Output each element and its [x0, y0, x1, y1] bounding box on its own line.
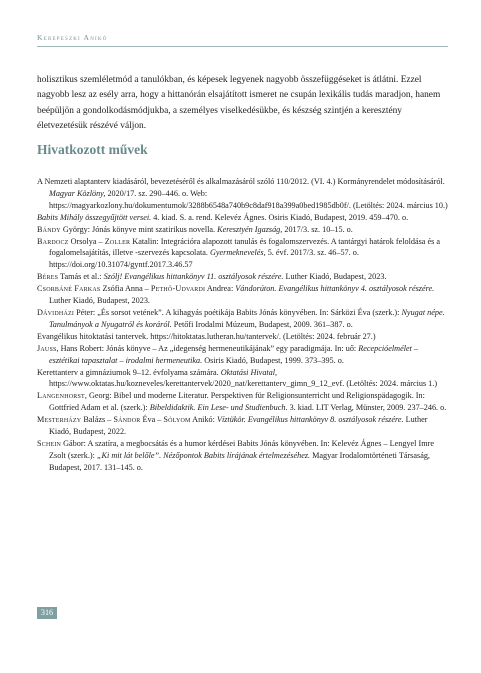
reference-text: 3. kiad. LIT Verlag, Münster, 2009. 237–246. o. — [287, 403, 447, 413]
italic-title: Nyugat népe. Tanulmányok a Nyugatról és koráról. — [49, 307, 445, 329]
reference-text: Gábor: A szatíra, a megbocsátás és a humor kérdései Babits Jónás könyvében. In: Kelevéz Ágnes – Lengyel Imre Zsolt (szerk.): — [49, 438, 434, 460]
italic-title: Vándorúton. Evangélikus hittankönyv 4. osztályosok részére. — [235, 284, 435, 294]
reference-text: , Georg: Bibel und moderne Literatur. Perspektiven für Religionsunterricht und Religionspädagogik. In: Gottfried Adam et al. (szerk.): — [49, 391, 425, 413]
italic-title: Szólj! Evangélikus hittankönyv 11. osztályosok részére. — [103, 272, 284, 282]
reference-text: Katalin: Integrációra alapozott tanulás és fogalomszervezés. A tantárgyi határok feloldása és a fogalomelsajátítás, illetve -szervezés kapcsolata. — [49, 236, 440, 258]
reference-text: Anikó: — [190, 415, 217, 425]
reference-entry — [37, 307, 449, 331]
author-name: Pethő-Udvardi — [150, 284, 206, 294]
page-number: 316 — [37, 607, 57, 619]
reference-text: Tamás et al.: — [58, 272, 104, 282]
reference-text: Kerettanterv a gimnáziumok 9–12. évfolyama számára. — [37, 367, 221, 377]
reference-text: 2017/3. sz. 10–15. o. — [282, 224, 353, 234]
reference-entry — [37, 438, 449, 474]
reference-list — [37, 176, 449, 474]
reference-text: 4. kiad. S. a. rend. Kelevéz Ágnes. Osiris Kiadó, Budapest, 2019. 459–470. o. — [151, 212, 409, 222]
reference-text: Evangélikus hitoktatási tantervek. https://hitoktatas.lutheran.hu/tantervek/. (Letöltés: 2024. február 27.) — [37, 331, 376, 341]
reference-text: Petőfi Irodalmi Múzeum, Budapest, 2009. 361–387. o. — [171, 319, 353, 329]
author-name: Jauss — [37, 343, 57, 353]
reference-text: Péter: „És sorsot vetének”. A kihagyás poétikája Babits Jónás könyvében. In: Sárközi Éva (szerk.): — [74, 307, 402, 317]
section-heading: Hivatkozott művek — [37, 142, 148, 157]
italic-title: Babits Mihály összegyűjtött versei. — [37, 212, 152, 222]
reference-text: https://www.oktatas.hu/kozneveles/kerettantervek/2020_nat/kerettanterv_gimn_9_12_evf. (Letöltés: 2024. március 1.) — [49, 379, 438, 389]
reference-text: Zsófia Anna – — [100, 284, 151, 294]
reference-entry — [37, 414, 449, 438]
reference-text: Luther Kiadó, Budapest, 2023. — [49, 296, 150, 306]
italic-title: Keresztyén Igazság, — [217, 224, 283, 234]
reference-entry — [37, 283, 449, 307]
running-head: Kerepeszki Anikó — [37, 33, 108, 42]
reference-text: Orsolya – — [68, 236, 105, 246]
italic-title: „Ki mit lát belőle”. Nézőpontok Babits lírájának értelmezéséhez. — [96, 450, 311, 460]
reference-entry — [37, 176, 449, 212]
author-name: Dávidházi — [37, 307, 75, 317]
italic-title: Gyermeknevelés, — [209, 248, 266, 258]
reference-text: , Hans Robert: Jónás könyve – Az „idegenség hermeneutikájának” egy paradigmája. In: uő: — [56, 343, 359, 353]
author-name: Zoller — [104, 236, 131, 246]
reference-text: Andrea: — [205, 284, 236, 294]
italic-title: Víztükör. Evangélikus hittankönyv 8. osztályosok részére. — [216, 415, 404, 425]
reference-entry — [37, 212, 449, 224]
reference-text: György: Jónás könyve mint szatirikus novella. — [60, 224, 218, 234]
reference-text: Luther Kiadó, Budapest, 2022. — [49, 415, 428, 437]
reference-text: 5. évf. 2017/3. sz. 46–57. o. https://doi.org/10.31074/gyntf.2017.3.46.57 — [49, 248, 359, 270]
author-name: Csorbáné Farkas — [37, 284, 101, 294]
author-name: Mesterházy — [37, 415, 82, 425]
reference-text: Luther Kiadó, Budapest, 2023. — [283, 272, 387, 282]
reference-text: Balázs – — [81, 415, 114, 425]
header-rule — [37, 46, 448, 47]
reference-text: 2020/17. sz. 290–446. o. Web: https://magyarkozlony.hu/dokumentumok/3288b6548a740b9c8daf918a399a0bed1985db0f/. (Letöltés: 2024. március 10.) — [49, 188, 448, 210]
reference-entry — [37, 367, 449, 391]
italic-title: Bibeldidaktik. Ein Lese- und Studienbuch. — [149, 403, 288, 413]
author-name: Sólyom — [163, 415, 191, 425]
reference-text: Magyar Irodalomtörténeti Társaság, Budapest, 2017. 131–145. o. — [49, 450, 430, 472]
body-paragraph: holisztikus szemléletmód a tanulókban, és képesek legyenek nagyobb összefüggéseket is átlátni. Ezzel nagyobb lesz az esély arra, hogy a hittanórán elsajátított ismeret ne csupán lexikális tudás maradjon, hanem beépüljön a gondolkodásmódjukba, a személyes viselkedésükbe, és készség szintjén a keresztény életvezetésük részévé váljon. — [37, 75, 441, 132]
author-name: Sándor — [113, 415, 141, 425]
italic-title: Recepcióelmélet – esztétikai tapasztalat – irodalmi hermeneutika. — [49, 343, 419, 365]
reference-entry — [37, 331, 449, 343]
reference-entry — [37, 236, 449, 272]
author-name: Bándy — [37, 224, 61, 234]
italic-title: Magyar Közlöny, — [49, 188, 106, 198]
reference-entry — [37, 271, 449, 283]
reference-entry — [37, 343, 449, 367]
reference-text: A Nemzeti alaptanterv kiadásáról, bevezetéséről és alkalmazásáról szóló 110/2012. (VI. 4.) Kormányrendelet módosításáról. — [37, 177, 445, 186]
author-name: Schein — [37, 438, 62, 448]
reference-entry — [37, 390, 449, 414]
author-name: Béres — [37, 272, 59, 282]
reference-text: Osiris Kiadó, Budapest, 1999. 373–395. o. — [202, 355, 344, 365]
reference-text: Éva – — [140, 415, 164, 425]
author-name: Bardocz — [37, 236, 69, 246]
reference-entry — [37, 224, 449, 236]
author-name: Langenhorst — [37, 391, 85, 401]
italic-title: Oktatási Hivatal, — [220, 367, 278, 377]
